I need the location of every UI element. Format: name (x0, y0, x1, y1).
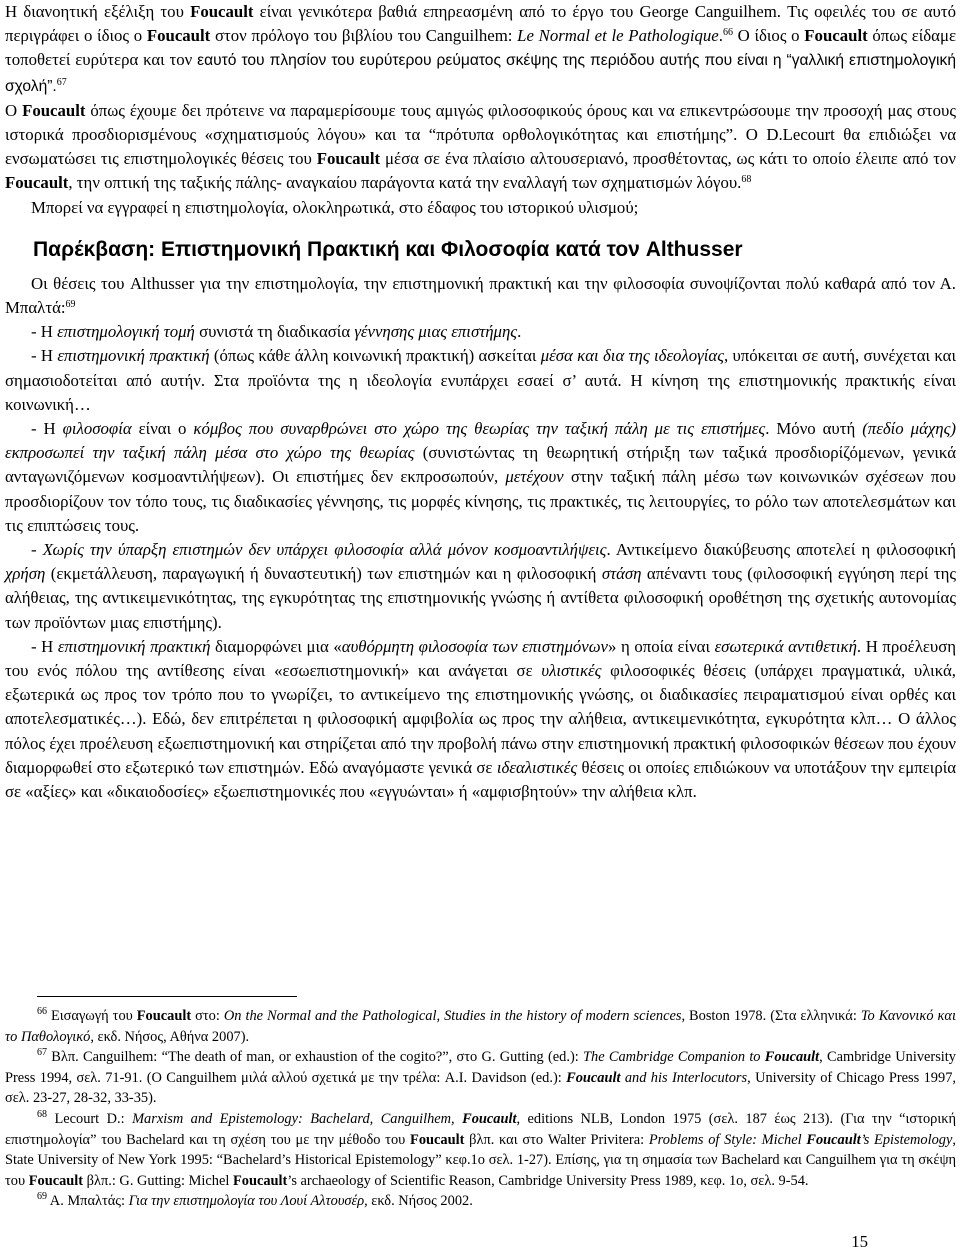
footnotes-section (5, 996, 956, 1212)
footnote-69: $^{69}$ Α. Μπαλτάς: Για την επιστημολογία του Λουί Αλτουσέρ, εκδ. Νήσος 2002. (37, 1191, 473, 1210)
page-number: 15 (851, 1232, 868, 1251)
thesis-spontaneous-philosophy: - Η επιστημονική πρακτική διαμορφώνει μια «αυθόρμητη φιλοσοφία των επιστημόνων» η οποία είναι εσωτερικά αντιθετική. Η προέλευση του ενός πόλου της αντίθεσης είναι «εσωεπιστημονική» και ανάγεται σε υλιστικές φιλοσοφικές θέσεις (υπάρχει πραγματικά, υλικά, εξωτερικά ως προς τον τρόπο που το γνωρίζει, το αντικείμενο της επιστημονικής γνώσης, οι διαδικασίες πειραματισμού είναι ορθές και αποτελεσματικές…). Εδώ, δεν επιτρέπεται η φιλοσοφική αμφιβολία ως προς την αλήθεια, αντικειμενικότητα, εγκυρότητα κλπ… Ο άλλος πόλος έχει προέλευση εξωεπιστημονική και στηρίζεται από την προβολή πάνω στην επιστημονική πρακτική φιλοσοφικών θέσεων που έχουν διαμορφωθεί στο εξωτερικό των επιστημών. Εδώ αναγόμαστε γενικά σε ιδεαλιστικές θέσεις οι οποίες επιδιώκουν να υποτάξουν την εμπειρία σε «αξίες» και «δικαιοδοσίες» εξωεπιστημονικές που «εγγυώνται» ή «αμφισβητούν» την αλήθεια κλπ. (5, 636, 957, 802)
paragraph-foucault-canguilhem: Η διανοητική εξέλιξη του Foucault είναι γενικότερα βαθιά επηρεασμένη από το έργο του George Canguilhem. Τις οφειλές του σε αυτό περιγράφει ο ίδιος ο Foucault στον πρόλογο του βιβλίου του Canguilhem: Le Normal et le Pathologique.$^{66}$ Ο ίδιος ο Foucault όπως είδαμε τοποθετεί ευρύτερα και τον εαυτό του πλησίον του ευρύτερου ρεύματος σκέψης της περιόδου αυτής που είναι η “γαλλική επιστημολογική σχολή”.$^{67}$ (5, 2, 956, 95)
footnote-ref-69[interactable]: 69 (65, 299, 76, 311)
footnote-ref-67[interactable]: 67 (56, 76, 67, 88)
footnote-ref-66[interactable]: 66 (722, 27, 733, 39)
thesis-philosophy-class-struggle: - Η φιλοσοφία είναι ο κόμβος που συναρθρώνει στο χώρο της θεωρίας την ταξική πάλη με τις επιστήμες. Μόνο αυτή (πεδίο μάχης) εκπροσωπεί την ταξική πάλη μέσα στο χώρο της θεωρίας (συνιστώντας τη θεωρητική στήριξη των ταξικά προσδιορίζόμενων, γενικά ανταγωνιζόμενων κοσμοαντιλήψεων). Οι επιστήμες δεν εκπροσωπούν, μετέχουν στην ταξική πάλη μέσω των κοινωνικών σχέσεων που προσδιορίζουν τον τόπο τους, τις διαδικασίες γέννησης, τις μορφές κίνησης, τις πρακτικές, τις λειτουργίες, το ρόλο των αποτελεσμάτων και τις επιπτώσεις τους. (5, 419, 956, 535)
footnote-68: $^{68}$ Lecourt D.: Marxism and Epistemology: Bachelard, Canguilhem, Foucault, editions NLB, London 1975 (σελ. 187 έως 213). (Για την “ιστορική επιστημολογία” του Bachelard και τη σχέση του με την μέθοδο του Foucault βλπ. και στο Walter Privitera: Problems of Style: Michel Foucault’s Epistemology, State University of New York 1995: “Bachelard’s Historical Epistemology” κεφ.1ο σελ. 1-27). Επίσης, για τη σημασία των Bachelard και Canguilhem για τη σκέψη του Foucault βλπ.: G. Gutting: Michel Foucault’s archaeology of Scientific Reason, Cambridge University Press 1989, κεφ. 1ο, σελ. 9-54. (5, 1108, 956, 1189)
thesis-scientific-practice: - Η επιστημονική πρακτική (όπως κάθε άλλη κοινωνική πρακτική) ασκείται μέσα και δια της ιδεολογίας, υπόκειται σε αυτή, συνέχεται και σημασιοδοτείται από αυτήν. Στα προϊόντα της η ιδεολογία ενυπάρχει εσαεί σ’ αυτά. Η κίνηση της επιστημονικής πρακτικής είναι κοινωνική… (5, 346, 956, 414)
thesis-epistemological-break: - Η επιστημολογική τομή συνιστά τη διαδικασία γέννησης μιας επιστήμης. (31, 322, 522, 342)
footnote-67: $^{67}$ Βλπ. Canguilhem: “The death of man, or exhaustion of the cogito?”, στο G. Gutting (ed.): The Cambridge Companion to Foucault, Cambridge University Press 1994, σελ. 71-91. (Ο Canguilhem μιλά αλλού σχετικά με την τρέλα: A.I. Davidson (ed.): Foucault and his Interlocutors, University of Chicago Press 1997, σελ. 23-27, 28-32, 33-35). (5, 1047, 956, 1107)
footnote-66: $^{66}$ Εισαγωγή του Foucault στο: On the Normal and the Pathological, Studies in the history of modern sciences, Boston 1978. (Στα ελληνικά: Το Κανονικό και το Παθολογικό, εκδ. Νήσος, Αθήνα 2007). (5, 1006, 956, 1045)
thesis-no-philosophy-without-sciences: - Χωρίς την ύπαρξη επιστημών δεν υπάρχει φιλοσοφία αλλά μόνον κοσμοαντιλήψεις. Αντικείμενο διακύβευσης αποτελεί η φιλοσοφική χρήση (εκμετάλλευση, παραγωγική ή δυναστευτική) των επιστημών και η φιλοσοφική στάση απέναντι τους (φιλοσοφική εγγύηση περί της αλήθειας, της αντικειμενικότητας, της εγκυρότητας της επιστημονικής γνώσης ή αντίθετα φιλοσοφική οροθέτηση της σχετικής αυτονομίας των προϊόντων μιας επιστήμης). (5, 540, 957, 632)
section-heading: Παρέκβαση: Επιστημονική Πρακτική και Φιλοσοφία κατά τον Althusser (33, 237, 743, 261)
footnote-ref-68[interactable]: 68 (741, 174, 752, 186)
question-paragraph: Μπορεί να εγγραφεί η επιστημολογία, ολοκληρωτικά, στο έδαφος του ιστορικού υλισμού; (31, 197, 639, 217)
paragraph-baltas-summary: Οι θέσεις του Althusser για την επιστημολογία, την επιστημονική πρακτική και την φιλοσοφία συνοψίζονται πολύ καθαρά από τον Α. Μπαλτά:$^{69}$ (5, 273, 956, 318)
paragraph-lecourt: Ο Foucault όπως έχουμε δει πρότεινε να παραμερίσουμε τους αμιγώς φιλοσοφικούς όρους και να επικεντρώσουμε την προσοχή μας στους ιστορικά προσδιορισμένους «σχηματισμούς λόγου» και τα “πρότυπα ορθολογικότητας και επιστήμης”. Ο D.Lecourt θα επιδιώξει να ενσωματώσει τις επιστημολογικές θέσεις του Foucault μέσα σε ένα πλαίσιο αλτουσεριανό, προσθέτοντας, ως κάτι το οποίο έλειπε από τον Foucault, την οπτική της ταξικής πάλης- αναγκαίου παράγοντα κατά την εναλλαγή των σχηματισμών λόγου.$^{68}$ (5, 100, 956, 193)
footnote-separator (37, 996, 297, 997)
